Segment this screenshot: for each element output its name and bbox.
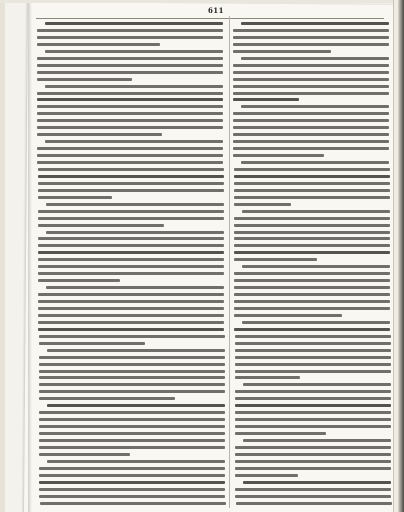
text-line <box>37 29 223 32</box>
text-line <box>233 154 323 157</box>
text-line <box>39 411 225 414</box>
text-line <box>241 161 389 164</box>
text-line <box>241 57 389 60</box>
text-line <box>37 133 162 136</box>
text-line <box>39 363 225 366</box>
text-line <box>38 196 112 199</box>
text-line <box>233 133 389 136</box>
text-line <box>234 272 390 275</box>
text-line <box>235 376 301 379</box>
text-line <box>242 265 390 268</box>
text-line <box>235 418 391 421</box>
text-line <box>234 314 342 317</box>
text-line <box>235 335 391 338</box>
text-line <box>47 460 225 463</box>
text-line <box>234 217 390 220</box>
text-line <box>235 474 297 477</box>
text-line <box>234 168 390 171</box>
text-line <box>234 224 390 227</box>
text-line <box>234 258 317 261</box>
text-line <box>234 203 292 206</box>
text-line <box>39 495 225 498</box>
text-line <box>234 189 390 192</box>
text-line <box>38 237 224 240</box>
text-line <box>37 119 223 122</box>
text-line <box>37 126 223 129</box>
text-line <box>39 418 225 421</box>
text-line <box>39 376 225 379</box>
text-line <box>234 279 390 282</box>
text-line <box>37 147 223 150</box>
text-line <box>233 140 389 143</box>
text-line <box>234 175 390 178</box>
text-line <box>40 502 226 505</box>
text-line <box>45 85 223 88</box>
text-line <box>233 78 389 81</box>
text-line <box>233 119 389 122</box>
header-rule <box>36 18 384 19</box>
text-line <box>38 321 224 324</box>
scan-right-shadow <box>398 0 404 512</box>
text-line <box>39 335 225 338</box>
text-line <box>39 370 225 373</box>
text-line <box>234 293 390 296</box>
text-line <box>234 307 390 310</box>
text-line <box>235 390 391 393</box>
text-line <box>234 244 390 247</box>
text-line <box>233 43 389 46</box>
text-line <box>234 182 390 185</box>
text-line <box>242 210 390 213</box>
page-number: 611 <box>207 6 225 15</box>
text-line <box>46 203 224 206</box>
text-line <box>235 467 391 470</box>
text-line <box>37 154 223 157</box>
text-line <box>233 71 389 74</box>
text-line <box>233 92 389 95</box>
text-line <box>39 432 225 435</box>
text-line <box>234 231 390 234</box>
text-line <box>243 439 391 442</box>
text-line <box>234 251 390 254</box>
text-line <box>38 265 224 268</box>
text-line <box>235 453 391 456</box>
text-line <box>45 50 223 53</box>
text-line <box>234 196 390 199</box>
text-line <box>38 300 224 303</box>
text-line <box>233 147 389 150</box>
text-line <box>235 432 325 435</box>
text-line <box>233 85 389 88</box>
text-line <box>37 92 223 95</box>
text-line <box>233 126 389 129</box>
text-line <box>235 425 391 428</box>
text-line <box>37 71 223 74</box>
column-divider <box>229 16 230 508</box>
text-line <box>38 293 224 296</box>
text-line <box>37 98 223 101</box>
text-line <box>242 321 390 324</box>
text-line <box>236 502 392 505</box>
text-line <box>47 404 225 407</box>
text-line <box>233 98 299 101</box>
text-line <box>38 189 224 192</box>
text-line <box>235 342 391 345</box>
text-line <box>243 383 391 386</box>
text-line <box>233 112 389 115</box>
text-line <box>235 363 391 366</box>
text-line <box>235 460 391 463</box>
text-line <box>38 175 224 178</box>
text-line <box>39 397 175 400</box>
text-line <box>38 328 224 331</box>
text-line <box>45 140 223 143</box>
text-line <box>39 453 130 456</box>
text-line <box>235 356 391 359</box>
text-line <box>38 182 224 185</box>
text-line <box>235 411 391 414</box>
text-line <box>38 258 224 261</box>
text-line <box>39 481 225 484</box>
text-line <box>235 446 391 449</box>
text-line <box>38 168 224 171</box>
text-line <box>39 390 225 393</box>
text-line <box>235 488 391 491</box>
text-line <box>39 356 225 359</box>
text-line <box>235 370 391 373</box>
text-line <box>37 43 160 46</box>
text-line <box>234 237 390 240</box>
text-line <box>45 22 223 25</box>
text-line <box>39 342 145 345</box>
text-line <box>235 349 391 352</box>
text-line <box>37 78 132 81</box>
text-line <box>37 112 223 115</box>
text-line <box>47 349 225 352</box>
spine-shadow <box>28 0 32 512</box>
text-line <box>241 105 389 108</box>
text-line <box>235 495 391 498</box>
text-line <box>37 57 223 60</box>
scan-left-margin <box>0 0 5 512</box>
text-line <box>39 488 225 491</box>
text-line <box>235 404 391 407</box>
text-line <box>233 29 389 32</box>
text-line <box>46 231 224 234</box>
text-line <box>38 279 120 282</box>
text-line <box>39 383 225 386</box>
scan-top-edge <box>0 0 404 3</box>
text-line <box>38 272 224 275</box>
text-line <box>39 425 225 428</box>
text-line <box>37 64 223 67</box>
text-line <box>241 22 389 25</box>
text-line <box>38 217 224 220</box>
text-line <box>235 397 391 400</box>
text-line <box>38 314 224 317</box>
text-line <box>234 286 390 289</box>
text-line <box>233 64 389 67</box>
text-line <box>243 481 391 484</box>
text-line <box>39 446 225 449</box>
text-line <box>39 467 225 470</box>
text-line <box>37 36 223 39</box>
text-line <box>39 474 225 477</box>
text-line <box>39 439 225 442</box>
text-line <box>233 50 331 53</box>
text-line <box>38 251 224 254</box>
text-line <box>37 105 223 108</box>
text-line <box>233 36 389 39</box>
text-line <box>234 328 390 331</box>
text-line <box>37 161 223 164</box>
text-line <box>38 210 224 213</box>
text-line <box>38 224 164 227</box>
text-line <box>38 307 224 310</box>
text-line <box>38 244 224 247</box>
text-line <box>234 300 390 303</box>
text-line <box>46 286 224 289</box>
